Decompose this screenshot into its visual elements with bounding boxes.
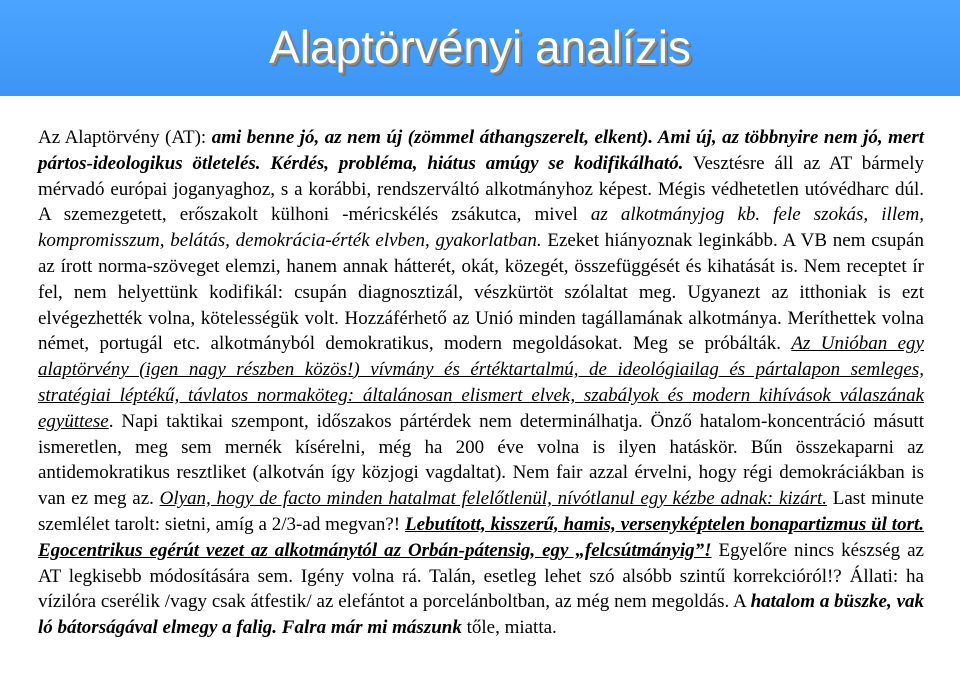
text-italic-underline-3: Olyan, hogy de facto minden hatalmat felelőtlenül, nívótlanul egy kézbe adnak: kizárt. [159,488,828,510]
text-normal-7: tőle, miatta. [461,617,557,639]
text-normal-3: Ezeket hiányoznak leginkább. A VB nem csupán az írott norma-szöveget elemzi, hanem annak hátterét, okát, közegét, összefüggését és kihatását is. Nem receptet ír fel, nem helyettünk kodifikál: csupán diagnosztizál, vészkürtöt szólaltat meg. Ugyanezt az itthoniak is ezt elvégezhették volna, kötelességük volt. Hozzáférhető az Unió minden tagállamának alkotmánya. Meríthettek volna német, portugál etc. alkotmányból demokratikus, modern megoldásokat. Meg se próbálták. [38,230,924,355]
text-normal-5: Last minute szemlélet tarolt: sietni, amíg a 2/3-ad megvan?! [38,488,924,535]
text-bold-italic-2: hatalom a büszke, vak ló bátorságával elmegy a falig. Falra már mi mászunk [38,591,925,639]
text-bold-italic-1: ami benne jó, az nem új (zömmel áthangszerelt, elkent). Ami új, az többnyire nem jó, mert pártos-ideologikus ötletelés. Kérdés, probléma, hiátus amúgy se kodifikálható. [38,127,925,174]
text-normal-4: . Napi taktikai szempont, időszakos pártérdek nem determinálhatja. Önző hatalom-koncentráció másutt ismeretlen, meg sem mernék kísérelni, még ha 200 éve volna is ilyen hatáskör. Bűn összekaparni az antidemokratikus resztliket (alkotván így közjogi vagdaltat). Nem fair azzal érvelni, hogy régi demokráciákban is van ez meg az. [38,410,924,510]
text-italic-underline-1: Az Unióban egy alaptörvény (igen nagy részben közös! [38,333,924,381]
text-normal-6: Egyelőre nincs készség az AT legkisebb módosítására sem. Igény volna rá. Talán, esetleg lehet szó alsóbb szintű korrekcióról!? Állati: ha vízilóra cserélik /vagy csak átfestik/ az elefántot a porcelánboltban, az még nem megoldás. A [38,539,924,613]
slide-title: Alaptörvényi analízis [269,21,691,73]
text-normal-2: -méricskélés zsákutca, mivel [342,204,591,226]
title-banner [0,0,960,96]
text-italic-underline-2: ) vívmány és értéktartalmú, de ideológiailag és pártalapon semleges, stratégiai léptékű, távlatos normaköteg: általánosan elismert elvek, szabályok és modern kihívások válaszának együttese [38,359,924,432]
text-intro: Az Alaptörvény (AT): [38,127,212,148]
text-bold-italic-underline-1: Lebutított, kisszerű, hamis, versenyképtelen bonapartizmus ül tort. Egocentrikus egérút vezet az alkotmánytól az Orbán-pátensig, egy „felcsútmányig”! [38,513,924,561]
body-paragraph [38,125,924,641]
text-normal-1: Vesztésre áll az AT bármely mérvadó európai joganyaghoz, s a korábbi, rendszerváltó alkotmányhoz képest. Mégis védhetetlen utóvédharc dúl. A szemezgetett, erőszakolt külhoni [38,152,924,226]
text-italic-1: az alkotmányjog kb. fele szokás, illem, kompromisszum, belátás, demokrácia-érték elvben, gyakorlatban. [38,204,925,252]
